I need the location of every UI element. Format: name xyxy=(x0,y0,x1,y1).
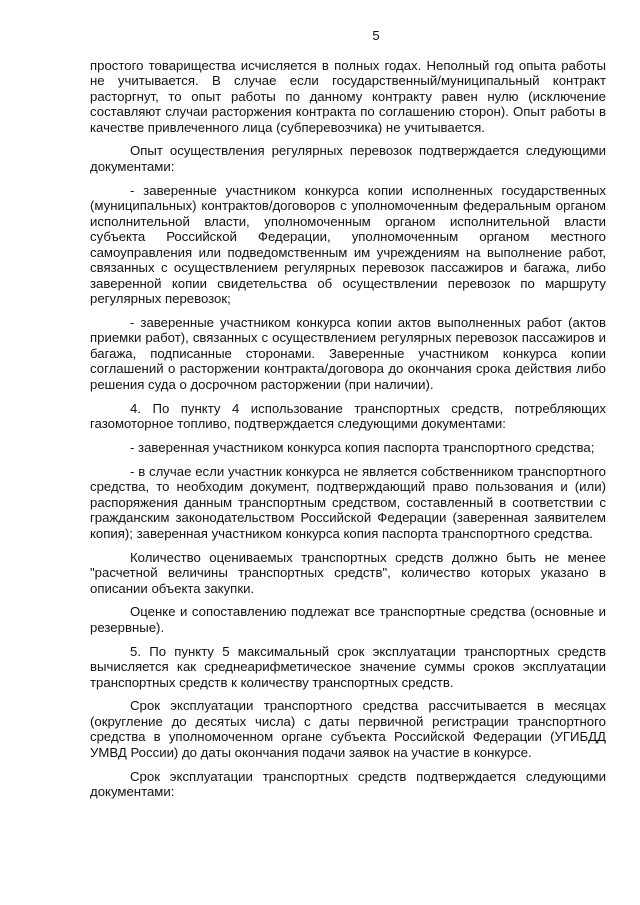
paragraph-9: Оценке и сопоставлению подлежат все транспортные средства (основные и резервные). xyxy=(90,604,606,635)
paragraph-11: Срок эксплуатации транспортного средства рассчитывается в месяцах (округление до десятых числа) с даты первичной регистрации транспортного средства в уполномоченном органе субъекта Российской Федерации (УГИБДД УМВД России) до даты окончания подачи заявок на участие в конкурсе. xyxy=(90,698,606,760)
paragraph-3: - заверенные участником конкурса копии исполненных государственных (муниципальных) контрактов/договоров с уполномоченным федеральным органом исполнительной власти, уполномоченным органом исполнительной власти субъекта Российской Федерации, уполномоченным органом местного самоуправления или подведомственным им учреждениям на выполнение работ, связанных с осуществлением регулярных перевозок пассажиров и багажа, либо заверенной копии свидетельства об осуществлении перевозок по маршруту регулярных перевозок; xyxy=(90,182,606,307)
paragraph-7: - в случае если участник конкурса не является собственником транспортного средства, то необходим документ, подтверждающий право пользования и (или) распоряжения данным транспортным средством, составленный в соответствии с гражданским законодательством Российской Федерации (заверенная заявителем копия); заверенная участником конкурса копия паспорта транспортного средства. xyxy=(90,463,606,541)
paragraph-8: Количество оцениваемых транспортных средств должно быть не менее "расчетной величины транспортных средств", количество которых указано в описании объекта закупки. xyxy=(90,549,606,596)
paragraph-6: - заверенная участником конкурса копия паспорта транспортного средства; xyxy=(130,439,595,455)
paragraph-12: Срок эксплуатации транспортных средств подтверждается следующими документами: xyxy=(90,768,606,800)
paragraph-2: Опыт осуществления регулярных перевозок подтверждается следующими документами: xyxy=(90,143,606,174)
paragraph-4: - заверенные участником конкурса копии актов выполненных работ (актов приемки работ), связанных с осуществлением регулярных перевозок пассажиров и багажа, подписанные сторонами. Заверенные участником конкурса копии соглашений о расторжении контракта/договора до окончания срока действия либо решения суда о досрочном расторжении (при наличии). xyxy=(90,314,606,392)
paragraph-5: 4. По пункту 4 использование транспортных средств, потребляющих газомоторное топливо, подтверждается следующими документами: xyxy=(90,400,606,432)
paragraph-1: простого товарищества исчисляется в полных годах. Неполный год опыта работы не учитывается. В случае если государственный/муниципальный контракт расторгнут, то опыт работы по данному контракту равен нулю (исключение составляют случаи расторжения контракта по соглашению сторон). Опыт работы в качестве привлеченного лица (субперевозчика) не учитывается. xyxy=(90,57,606,135)
page-number: 5 xyxy=(372,28,380,43)
paragraph-10: 5. По пункту 5 максимальный срок эксплуатации транспортных средств вычисляется как среднеарифметическое значение суммы сроков эксплуатации транспортных средств к количеству транспортных средств. xyxy=(90,643,606,690)
